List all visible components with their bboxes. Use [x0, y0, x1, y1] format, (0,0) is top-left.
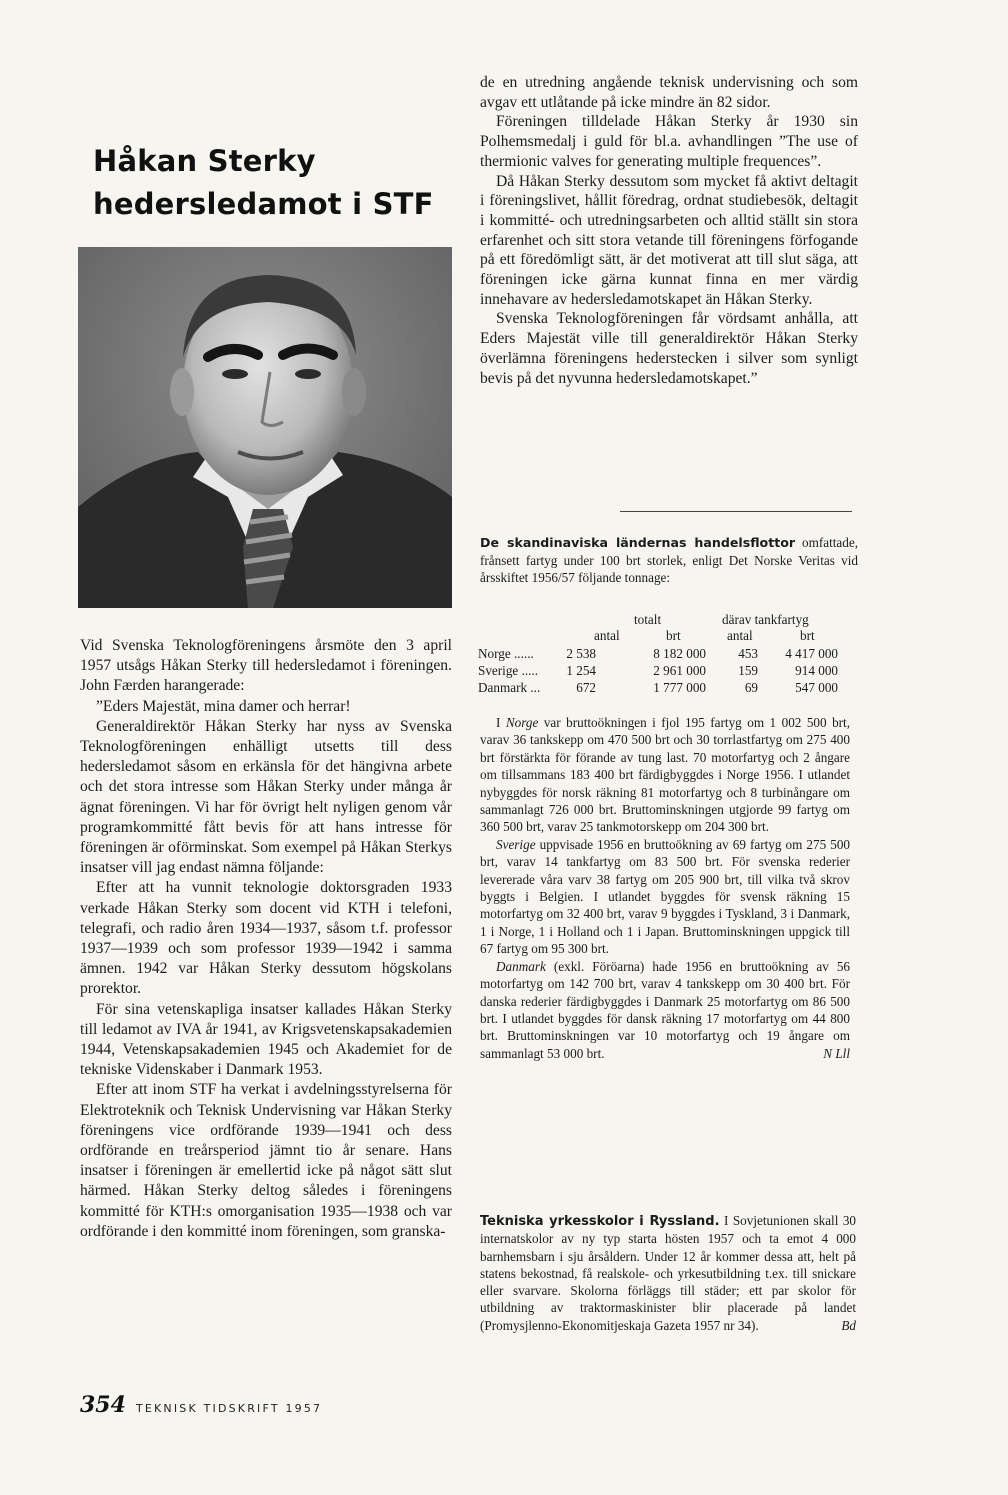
header-tankfartyg: därav tankfartyg — [722, 612, 809, 627]
row-tank-antal: 453 — [738, 646, 758, 661]
left-paragraph-2: ”Eders Majestät, mina damer och herrar! — [96, 697, 351, 715]
scandinavian-intro: omfattade, frånsett fartyg under 100 brt storlek, enligt Det Norske Veritas vid årsskiftet 1956/57 följande tonnage: — [480, 535, 859, 586]
tonnage-table-header — [478, 612, 848, 646]
sverige-text: uppvisade 1956 en bruttoökning av 69 fartyg om 275 500 brt, varav 14 tankfartyg om 83 500 brt. För svenska rederier levererade våra varv 38 fartyg om 205 900 brt, till vilka två skrov byggts i Belgien. I utlandet byggdes för svensk räkning 15 motorfartyg om 32 400 brt, varav 9 byggdes i Tyskland, 3 i Danmark, 1 i Norge, 1 i Holland och 1 i Japan. Bruttominskningen uppgick till 67 fartyg om 95 300 brt. — [480, 836, 851, 957]
page-number: 354 — [80, 1392, 126, 1418]
danmark-text: (exkl. Föröarna) hade 1956 en bruttoökning av 56 motorfartyg om 142 700 brt, varav 4 tankskepp om 30 400 brt. För danska rederier färdigbyggdes i Danmark 25 motorfartyg om 86 500 brt. I utlandet byggdes för dansk räkning 17 motorfartyg om 44 800 brt. Bruttominskningen var 10 motorfartyg och 19 ångare om sammanlagt 53 000 brt. — [480, 958, 851, 1061]
header-antal-1: antal — [594, 628, 620, 643]
tekniska-text: I Sovjetunionen skall 30 internatskolor av ny typ starta hösten 1957 och ta emot 4 000 barnhemsbarn i sju årsåldern. Under 12 år kommer dessa att, helt på statens bekostnad, få realskole- och yrkesutbildning t.ex. till snickare eller svarvare. Skolorna förläggs till städer; ett par skolor för utbildning av traktormaskinister blir placerade på landet (Promysjlenno-Ekonomitjeskaja Gazeta 1957 nr 34). — [480, 1213, 857, 1333]
row-antal: 672 — [576, 680, 596, 695]
table-row — [478, 646, 848, 663]
norge-paragraph — [480, 714, 850, 836]
row-tank-brt: 547 000 — [795, 680, 838, 695]
right-paragraph-1: de en utredning angående teknisk undervisning och som avgav ett utlåtande på icke mindre än 82 sidor. — [480, 74, 858, 111]
header-totalt: totalt — [634, 612, 662, 627]
row-tank-antal: 159 — [738, 663, 758, 678]
scandinavian-fleets-intro — [480, 534, 858, 587]
row-country: Sverige ..... — [478, 663, 539, 678]
right-paragraph-4: Svenska Teknologföreningen får vördsamt anhålla, att Eders Majestät ville till generaldirektör Håkan Sterky överlämna föreningens hederstecken i silver som synligt bevis på det nyvunna hedersledamotskapet.” — [480, 310, 858, 387]
header-antal-2: antal — [727, 628, 753, 643]
header-brt-1: brt — [666, 628, 681, 643]
left-paragraph-4: Efter att ha vunnit teknologie doktorsgraden 1933 verkade Håkan Sterky som docent vid KTH i telefoni, telegrafi, och radio åren 1934—1937, såsom t.f. professor 1937—1939 och som professor 1939—1942 i samma ämnen. 1942 var Håkan Sterky dessutom högskolans prorektor. — [80, 879, 452, 998]
tekniska-signature: Bd — [841, 1317, 856, 1333]
norge-text: var bruttoökningen i fjol 195 fartyg om 1 002 500 brt, varav 36 tankskepp om 470 500 brt och 30 torrlastfartyg om 275 400 brt förstärkta för förande av tung last. 70 motorfartyg och 2 ångare om tillsammans 183 400 brt färdigbyggdes i Norge 1956. I utlandet nybyggdes för norsk räkning 81 motorfartyg och 8 turbinångare om sammanlagt 726 000 brt. Bruttominskningen utgjorde 99 fartyg om 360 500 brt, varav 25 tankmotorskepp om 204 300 brt. — [480, 715, 851, 835]
table-row — [478, 680, 848, 697]
header-brt-2: brt — [800, 628, 815, 643]
tekniska-yrkesskolor-note — [480, 1212, 856, 1334]
journal-name: TEKNISK TIDSKRIFT 1957 — [135, 1402, 323, 1415]
sverige-paragraph — [480, 836, 850, 958]
page-footer — [80, 1392, 322, 1422]
right-paragraph-3: Då Håkan Sterky dessutom som mycket få aktivt deltagit i föreningslivet, hållit föredrag, ordnat studiebesök, deltagit i kommitté- och utredningsarbeten och alltid ställt sin stora erfarenhet och sitt stora vetande till föreningens förfogande på ett föredömligt sätt, är det motiverat att till slut säga, att föreningen icke gärna kunnat finna en mer värdig innehavare av hedersledamotskapet än Håkan Sterky. — [480, 172, 858, 308]
norge-name: Norge — [505, 715, 539, 730]
norge-lead: I — [496, 715, 501, 730]
article-title — [93, 140, 453, 226]
row-brt: 2 961 000 — [653, 663, 706, 678]
portrait-photo — [78, 247, 452, 608]
fleet-reports — [480, 714, 850, 1062]
row-tank-antal: 69 — [744, 680, 758, 695]
row-tank-brt: 914 000 — [795, 663, 838, 678]
section-divider — [620, 511, 852, 512]
row-brt: 1 777 000 — [653, 680, 706, 695]
right-column-article-text — [480, 73, 858, 388]
title-line-2: hedersledamot i STF — [93, 187, 434, 221]
left-paragraph-3: Generaldirektör Håkan Sterky har nyss av Svenska Teknologföreningen enhälligt utsetts till dess hedersledamot såsom en erkänsla för det hängivna arbete och det stora intresse som Håkan Sterky under många år ägnat föreningen. Vi har för övrigt helt nyligen genom vår programkommitté fått bevis för att hans intresse för föreningen är oförminskat. Som exempel på Håkan Sterkys insatser vill jag endast nämna följande: — [80, 717, 452, 877]
row-brt: 8 182 000 — [653, 646, 706, 661]
right-paragraph-2: Föreningen tilldelade Håkan Sterky år 1930 sin Polhemsmedalj i guld för bl.a. avhandlingen ”The use of thermionic valves for generating multiple frequences”. — [480, 113, 858, 170]
table-row — [478, 663, 848, 680]
tonnage-table — [478, 612, 848, 697]
tekniska-heading: Tekniska yrkesskolor i Ryssland. — [480, 1214, 720, 1229]
left-column-text — [80, 636, 452, 1242]
fleet-signature: N Lll — [823, 1045, 850, 1061]
row-antal: 1 254 — [566, 663, 596, 678]
sverige-name: Sverige — [496, 836, 536, 852]
left-paragraph-6: Efter att inom STF ha verkat i avdelningsstyrelserna för Elektroteknik och Teknisk Undervisning var Håkan Sterky föreningens vice ordförande 1939—1941 och dess ordförande en treårsperiod jämnt tio år senare. Hans insatser i föreningen är emellertid icke på något sätt slut härmed. Håkan Sterky deltog således i föreningens kommitté för KTH:s omorganisation 1935—1938 och var ordförande i den kommitté inom föreningen, som granska- — [80, 1081, 452, 1240]
row-tank-brt: 4 417 000 — [785, 646, 838, 661]
portrait-illustration — [78, 247, 452, 608]
left-paragraph-5: För sina vetenskapliga insatser kallades Håkan Sterky till ledamot av IVA år 1941, av Krigsvetenskapsakademien 1944, Vetenskapsakademien 1945 och Akademiet for de tekniske Videnskaber i Danmark 1953. — [80, 1000, 452, 1079]
row-country: Norge ...... — [478, 646, 534, 661]
row-country: Danmark ... — [478, 680, 541, 695]
danmark-name: Danmark — [496, 958, 546, 974]
left-paragraph-1: Vid Svenska Teknologföreningens årsmöte den 3 april 1957 utsågs Håkan Sterky till hedersledamot i föreningen. John Færden harangerade: — [80, 637, 452, 695]
row-antal: 2 538 — [566, 646, 596, 661]
title-line-1: Håkan Sterky — [93, 144, 316, 178]
scandinavian-heading: De skandinaviska ländernas handelsflottor — [480, 535, 796, 550]
